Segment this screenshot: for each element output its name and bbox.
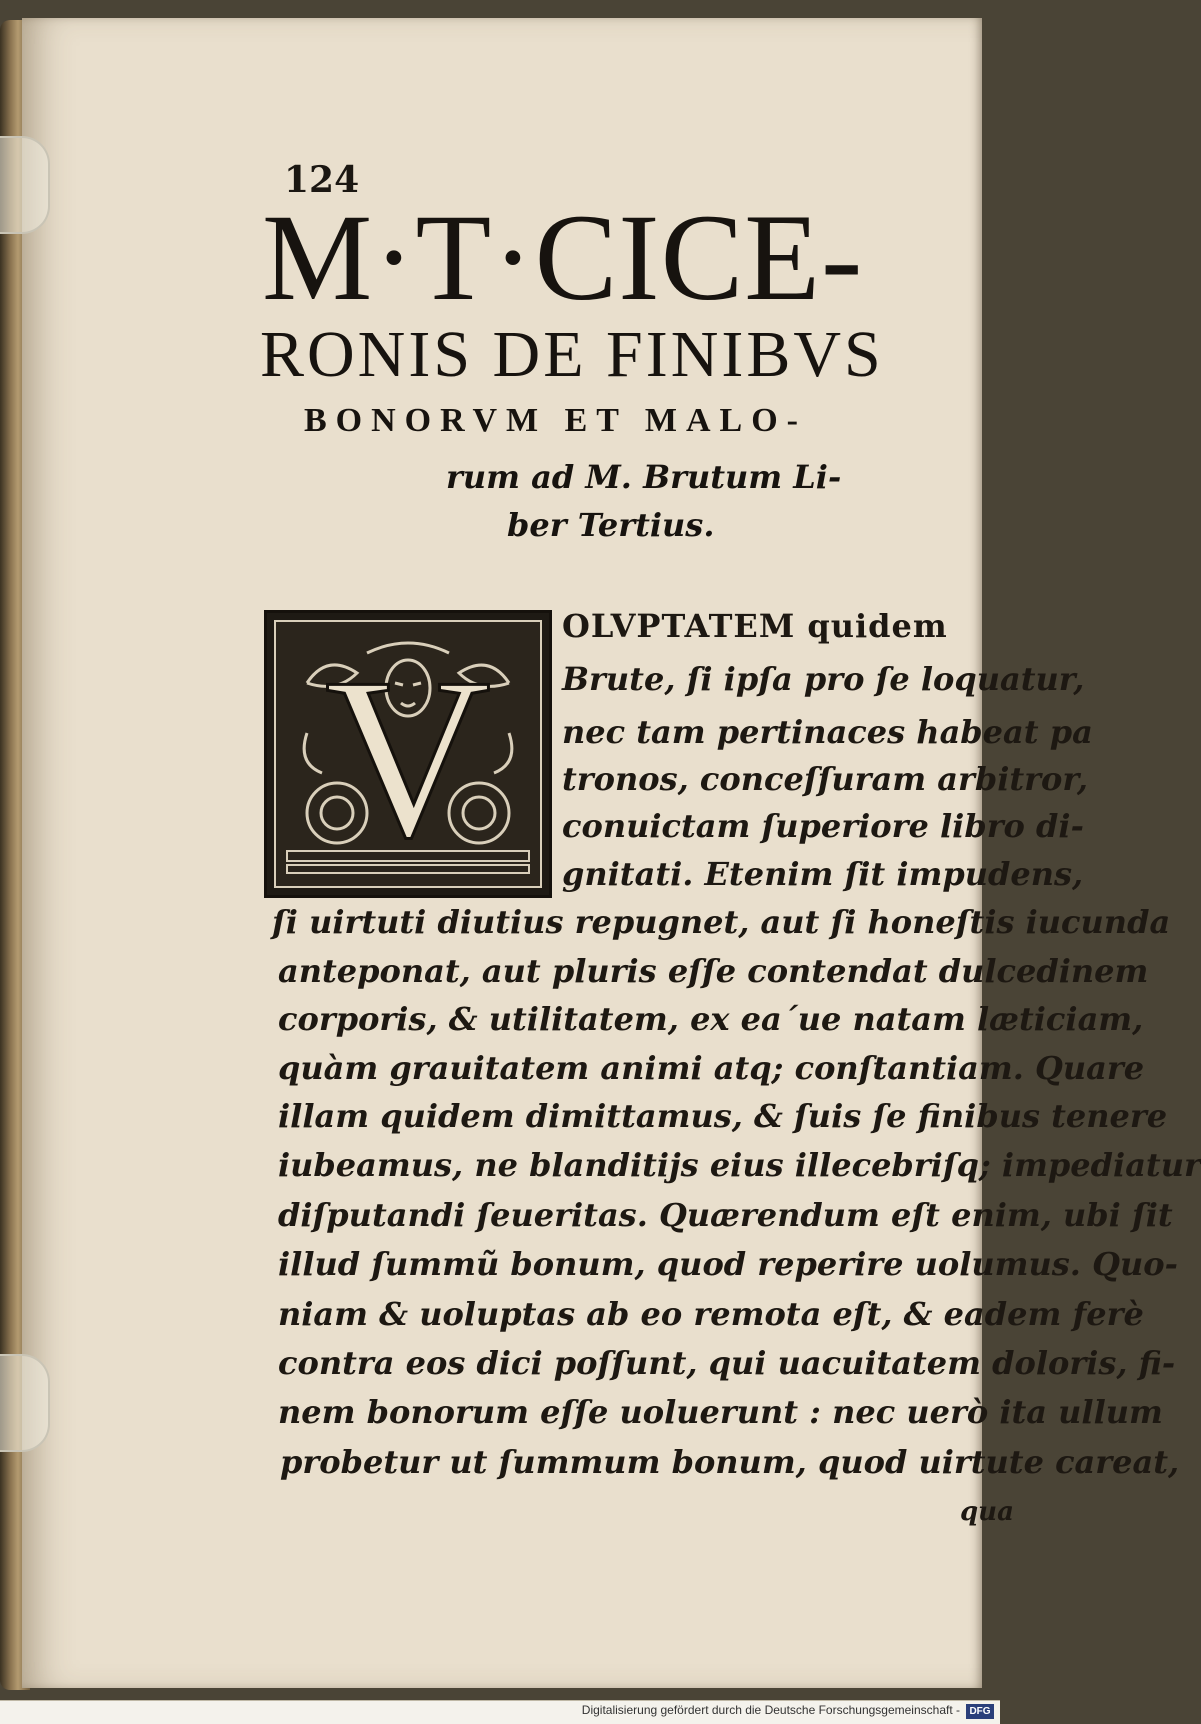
text-line-8: anteponat, aut pluris eſſe contendat dulcedinem — [278, 952, 1149, 990]
page-number: 124 — [284, 159, 360, 201]
text-line-15: niam & uoluptas ab eo remota eſt, & eadem ferè — [278, 1295, 1144, 1333]
footer-credit-text: Digitalisierung gefördert durch die Deutsche Forschungsgemeinschaft - — [581, 1703, 960, 1717]
dfg-logo-badge[interactable]: DFG — [966, 1704, 994, 1719]
text-line-6: gnitati. Etenim ſit impudens, — [562, 855, 1084, 893]
initial-letter: V — [324, 630, 492, 885]
title-line-5: ber Tertius. — [507, 506, 715, 544]
text-line-11: illam quidem dimittamus, & ſuis ſe finibus tenere — [278, 1097, 1168, 1135]
page-clip-top — [0, 136, 50, 234]
text-line-9: corporis, & utilitatem, ex ea´ue natam læticiam, — [278, 1000, 1144, 1038]
text-line-3: nec tam pertinaces habeat pa — [562, 713, 1093, 751]
title-line-3: BONORVM ET MALO- — [304, 402, 807, 439]
book-page — [22, 18, 1201, 1688]
title-line-2: RONIS DE FINIBVS — [260, 318, 884, 391]
text-line-17: nem bonorum eſſe uoluerunt : nec uerò ita ullum — [278, 1393, 1163, 1431]
text-line-14: illud ſummũ bonum, quod reperire uolumus. Quo- — [278, 1245, 1178, 1283]
title-line-4: rum ad M. Brutum Li- — [446, 458, 842, 496]
text-line-7: ſi uirtuti diutius repugnet, aut ſi honeſtis iucunda — [272, 903, 1171, 941]
text-line-2: Brute, ſi ipſa pro ſe loquatur, — [562, 660, 1085, 698]
page-clip-bottom — [0, 1354, 50, 1452]
text-line-12: iubeamus, ne blanditijs eius illecebriſq; impediatur — [278, 1146, 1201, 1184]
text-line-1: OLVPTATEM quidem — [562, 607, 948, 645]
text-line-18: probetur ut ſummum bonum, quod uirtute careat, — [280, 1443, 1180, 1481]
title-line-1: M·T·CICE- — [262, 189, 864, 326]
digitization-footer — [0, 1700, 1000, 1724]
catchword: qua — [960, 1497, 1014, 1527]
text-line-5: conuictam ſuperiore libro di- — [562, 807, 1084, 845]
text-line-10: quàm grauitatem animi atq; conſtantiam. Quare — [278, 1049, 1145, 1087]
text-line-13: diſputandi ſeueritas. Quærendum eſt enim, ubi ſit — [278, 1196, 1173, 1234]
decorated-initial-woodcut — [264, 610, 552, 898]
text-line-16: contra eos dici poſſunt, qui uacuitatem doloris, fi- — [278, 1344, 1176, 1382]
text-line-4: tronos, conceſſuram arbitror, — [562, 760, 1088, 798]
